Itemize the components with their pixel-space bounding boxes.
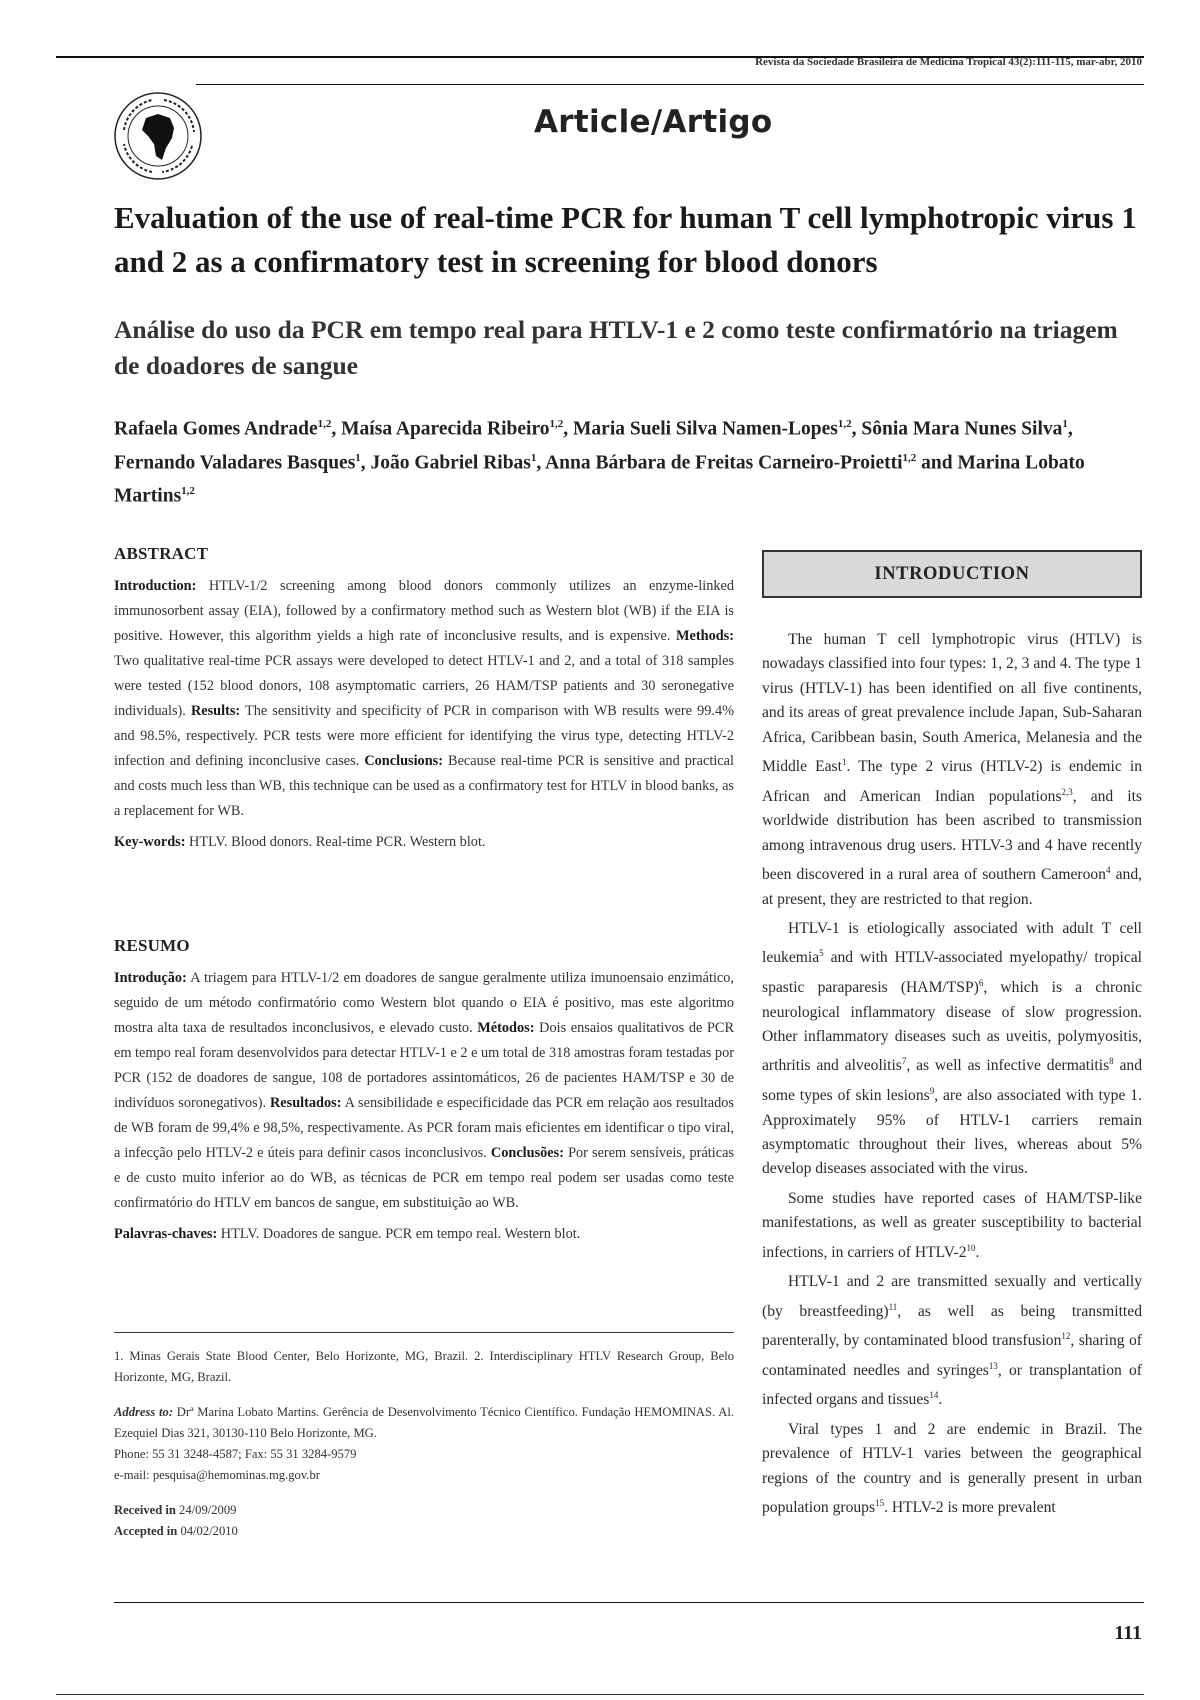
running-head: Revista da Sociedade Brasileira de Medicina Tropical 43(2):111-115, mar-abr, 2010 [755, 56, 1142, 68]
phone-note: Phone: 55 31 3248-4587; Fax: 55 31 3284-9579 [114, 1447, 357, 1461]
footer-rule [56, 1694, 1144, 1695]
abstract-intro-text: HTLV-1/2 screening among blood donors commonly utilizes an enzyme-linked immunosorbent assay (EIA), followed by a confirmatory method such as Western blot (WB) if the EIA is positive. However, this algorithm yields a high rate of inconclusive results, and is expensive. [114, 578, 734, 644]
paragraph-text: , and its worldwide distribution has been ascribed to transmission among intravenous drug users. HTLV-3 and 4 have recently been discovered in a rural area of southern Cameroon [762, 787, 1142, 884]
resumo-results-label: Resultados: [269, 1095, 342, 1111]
author-affiliation-mark: 1,2 [837, 418, 852, 430]
paragraph-text: . HTLV-2 is more prevalent [884, 1499, 1056, 1517]
paragraph-text: and some types of skin lesions [762, 1057, 1143, 1105]
resumo-methods-label: Métodos: [477, 1020, 535, 1036]
author-affiliation-mark: 1,2 [902, 451, 917, 464]
abstract-results-label: Results: [190, 703, 241, 719]
author-affiliation-mark: 1 [355, 451, 361, 464]
address-label: Address to: [114, 1405, 174, 1419]
resumo-intro-label: Introdução: [114, 970, 187, 986]
author-separator: , [1067, 418, 1073, 440]
introduction-heading: INTRODUCTION [762, 550, 1142, 598]
resumo-text [114, 966, 734, 1216]
page-number: 111 [1114, 1622, 1142, 1644]
citation-ref: 11 [888, 1301, 898, 1312]
palavras-chaves-text: HTLV. Doadores de sangue. PCR em tempo real. Western blot. [217, 1226, 581, 1242]
author-separator: , [536, 452, 546, 473]
resumo-section [114, 936, 734, 1247]
palavras-chaves-label: Palavras-chaves: [114, 1226, 218, 1242]
abstract-intro-label: Introduction: [114, 578, 197, 594]
resumo-intro-text: A triagem para HTLV-1/2 em doadores de sangue geralmente utiliza imunoensaio enzimático, seguido de um método confirmatório como Western blot quando o EIA é positivo, mas este algoritmo mostra alta taxa de resultados inconclusivos, e elevado custo. [114, 970, 734, 1036]
header-rule [196, 84, 1144, 85]
author-affiliation-mark: 1,2 [317, 418, 332, 430]
author-affiliation-mark: 1 [1062, 418, 1068, 430]
paragraph-text: , as well as infective dermatitis [906, 1057, 1110, 1075]
introduction-section [762, 550, 1142, 1526]
citation-ref: 15 [875, 1498, 885, 1509]
article-type-label: Article/Artigo [534, 104, 773, 140]
citation-ref: 9 [929, 1086, 935, 1097]
citation-ref: 12 [1061, 1331, 1071, 1342]
accepted-label: Accepted in [114, 1524, 178, 1538]
author-affiliation-mark: 1 [530, 451, 537, 464]
email-note: e-mail: pesquisa@hemominas.mg.gov.br [114, 1468, 320, 1482]
resumo-conclusions-label: Conclusões: [490, 1145, 564, 1161]
paragraph-text: . The type 2 virus (HTLV-2) is endemic in African and American Indian populations [762, 758, 1142, 805]
paragraph-text: and with HTLV-associated myelopathy/ tropical spastic paraparesis (HAM/TSP) [762, 949, 1142, 997]
citation-ref: 4 [1105, 865, 1111, 876]
society-logo-icon [112, 90, 204, 182]
author-separator: , [563, 418, 574, 440]
abstract-conclusions-label: Conclusions: [364, 753, 443, 769]
paragraph-text: , which is a chronic neurological inflammatory disease of slow progression. Other inflammatory diseases such as uveitis, polymyositis, arthritis and alveolitis [762, 979, 1142, 1075]
footnotes [114, 1346, 734, 1542]
citation-ref: 8 [1109, 1056, 1114, 1067]
address-text: Drª Marina Lobato Martins. Gerência de Desenvolvimento Técnico Científico. Fundação HEMOMINAS. Al. Ezequiel Dias 321, 30130-110 Belo Horizonte, MG. [114, 1405, 734, 1440]
abstract-heading: ABSTRACT [114, 544, 209, 563]
paragraph-text: . [938, 1391, 943, 1409]
paragraph-text: , or transplantation of infected organs and tissues [762, 1362, 1142, 1409]
citation-ref: 10 [966, 1242, 976, 1253]
paragraph-text: HTLV-1 and 2 are transmitted sexually and vertically (by breastfeeding) [762, 1273, 1142, 1320]
author-separator: , [360, 452, 371, 473]
citation-ref: 13 [988, 1360, 998, 1371]
paragraph-text: and, at present, they are restricted to that region. [762, 866, 1143, 908]
resumo-conclusions-text: Por serem sensíveis, práticas e de custo muito inferior ao do WB, as técnicas de PCR em tempo real podem ser usadas como teste confirmatório do HTLV em bancos de sangue, em substituição ao WB. [114, 1145, 734, 1211]
paragraph-text: Some studies have reported cases of HAM/TSP-like manifestations, as well as greater susceptibility to bacterial infections, in carriers of HTLV-2 [762, 1189, 1142, 1261]
citation-ref: 6 [978, 978, 984, 989]
author-separator: , [851, 418, 862, 440]
author-name: Maísa Aparecida Ribeiro [341, 418, 550, 440]
citation-ref: 7 [901, 1056, 907, 1067]
resumo-heading: RESUMO [114, 936, 190, 955]
paragraph-text: . [975, 1243, 980, 1261]
paragraph-text: , are also associated with type 1. Approximately 95% of HTLV-1 carriers remain asymptomatic throughout their lives, whereas about 5% develop diseases associated with the virus. [762, 1087, 1142, 1178]
citation-ref: 1 [841, 757, 847, 768]
citation-ref: 5 [819, 948, 824, 959]
paragraph-text: , sharing of contaminated needles and syringes [762, 1332, 1142, 1380]
footnote-rule [114, 1332, 734, 1333]
abstract-section [114, 544, 734, 855]
resumo-results-text: A sensibilidade e especificidade das PCR em relação aos resultados de WB foram de 99,4% e 98,5%, respectivamente. As PCR foram mais eficientes em identificar o tipo viral, a infecção pelo HTLV-2 e úteis para definir casos inconclusivos. [114, 1095, 734, 1161]
introduction-paragraph [762, 1270, 1142, 1413]
received-note [114, 1500, 734, 1521]
keywords-label: Key-words: [114, 834, 186, 850]
author-affiliation-mark: 1,2 [181, 485, 195, 497]
introduction-body [762, 628, 1142, 1521]
resumo-methods-text: Dois ensaios qualitativos de PCR em tempo real foram desenvolvidos para detectar HTLV-1 e 2 e um total de 318 amostras foram testadas por PCR (152 de doadores de sangue, 108 de portadores assintomáticos, 26 de pacientes HAM/TSP e 30 de indivíduos soronegativos). [114, 1020, 734, 1111]
introduction-paragraph [762, 1187, 1142, 1265]
author-name: Maria Sueli Silva Namen-Lopes [573, 418, 838, 440]
abstract-conclusions-text: Because real-time PCR is sensitive and practical and costs much less than WB, this technique can be used as a confirmatory test for HTLV in blood banks, as a replacement for WB. [114, 753, 734, 819]
citation-ref: 2,3 [1061, 786, 1073, 797]
author-name: Fernando Valadares Basques [114, 452, 356, 473]
address-note [114, 1402, 734, 1444]
keywords-text: HTLV. Blood donors. Real-time PCR. Western blot. [185, 834, 486, 850]
received-label: Received in [114, 1503, 176, 1517]
paragraph-text: , as well as being transmitted parenterally, by contaminated blood transfusion [762, 1302, 1142, 1350]
abstract-methods-text: Two qualitative real-time PCR assays were developed to detect HTLV-1 and 2, and a total of 318 samples were tested (152 blood donors, 108 asymptomatic carriers, 26 HAM/TSP patients and 30 seronegative individuals). [114, 653, 734, 719]
author-name: Marina Lobato Martins [114, 452, 1085, 507]
resumo-keywords [114, 1222, 734, 1247]
abstract-methods-label: Methods: [676, 628, 734, 644]
author-name: João Gabriel Ribas [370, 452, 531, 473]
paragraph-text: HTLV-1 is etiologically associated with adult T cell leukemia [762, 920, 1142, 967]
introduction-paragraph [762, 1418, 1142, 1521]
abstract-results-text: The sensitivity and specificity of PCR in comparison with WB results were 99.4% and 98.5%, respectively. PCR tests were more efficient for identifying the virus type, detecting HTLV-2 infection and defining inconclusive cases. [114, 703, 734, 769]
author-name: Sônia Mara Nunes Silva [861, 418, 1063, 440]
introduction-paragraph [762, 917, 1142, 1182]
introduction-paragraph [762, 628, 1142, 912]
bottom-rule [114, 1602, 1144, 1603]
paragraph-text: Viral types 1 and 2 are endemic in Brazil. The prevalence of HTLV-1 varies between the geographical regions of the country and is generally present in urban population groups [762, 1421, 1142, 1517]
author-separator: , [331, 418, 342, 440]
author-list [114, 410, 1146, 511]
paragraph-text: The human T cell lymphotropic virus (HTLV) is nowadays classified into four types: 1, 2, 3 and 4. The type 1 virus (HTLV-1) has been identified on all five continents, and its areas of great prevalence include Japan, Sub-Saharan Africa, Caribbean basin, South America, Melanesia and the Middle East [762, 631, 1142, 776]
author-name: Anna Bárbara de Freitas Carneiro-Proietti [545, 452, 903, 473]
author-separator: and [916, 452, 958, 473]
abstract-keywords [114, 830, 734, 855]
accepted-date: 04/02/2010 [177, 1524, 238, 1538]
received-date: 24/09/2009 [175, 1503, 237, 1517]
author-affiliation-mark: 1,2 [549, 418, 564, 430]
citation-ref: 14 [929, 1390, 939, 1401]
abstract-text [114, 574, 734, 824]
affiliations-note: 1. Minas Gerais State Blood Center, Belo Horizonte, MG, Brazil. 2. Interdisciplinary HTLV Research Group, Belo Horizonte, MG, Brazil. [114, 1349, 734, 1384]
article-title: Evaluation of the use of real-time PCR for human T cell lymphotropic virus 1 and 2 as a confirmatory test in screening for blood donors [114, 200, 1137, 279]
article-subtitle: Análise do uso da PCR em tempo real para HTLV-1 e 2 como teste confirmatório na triagem de doadores de sangue [114, 315, 1118, 380]
accepted-note [114, 1521, 734, 1542]
author-name: Rafaela Gomes Andrade [114, 418, 318, 440]
